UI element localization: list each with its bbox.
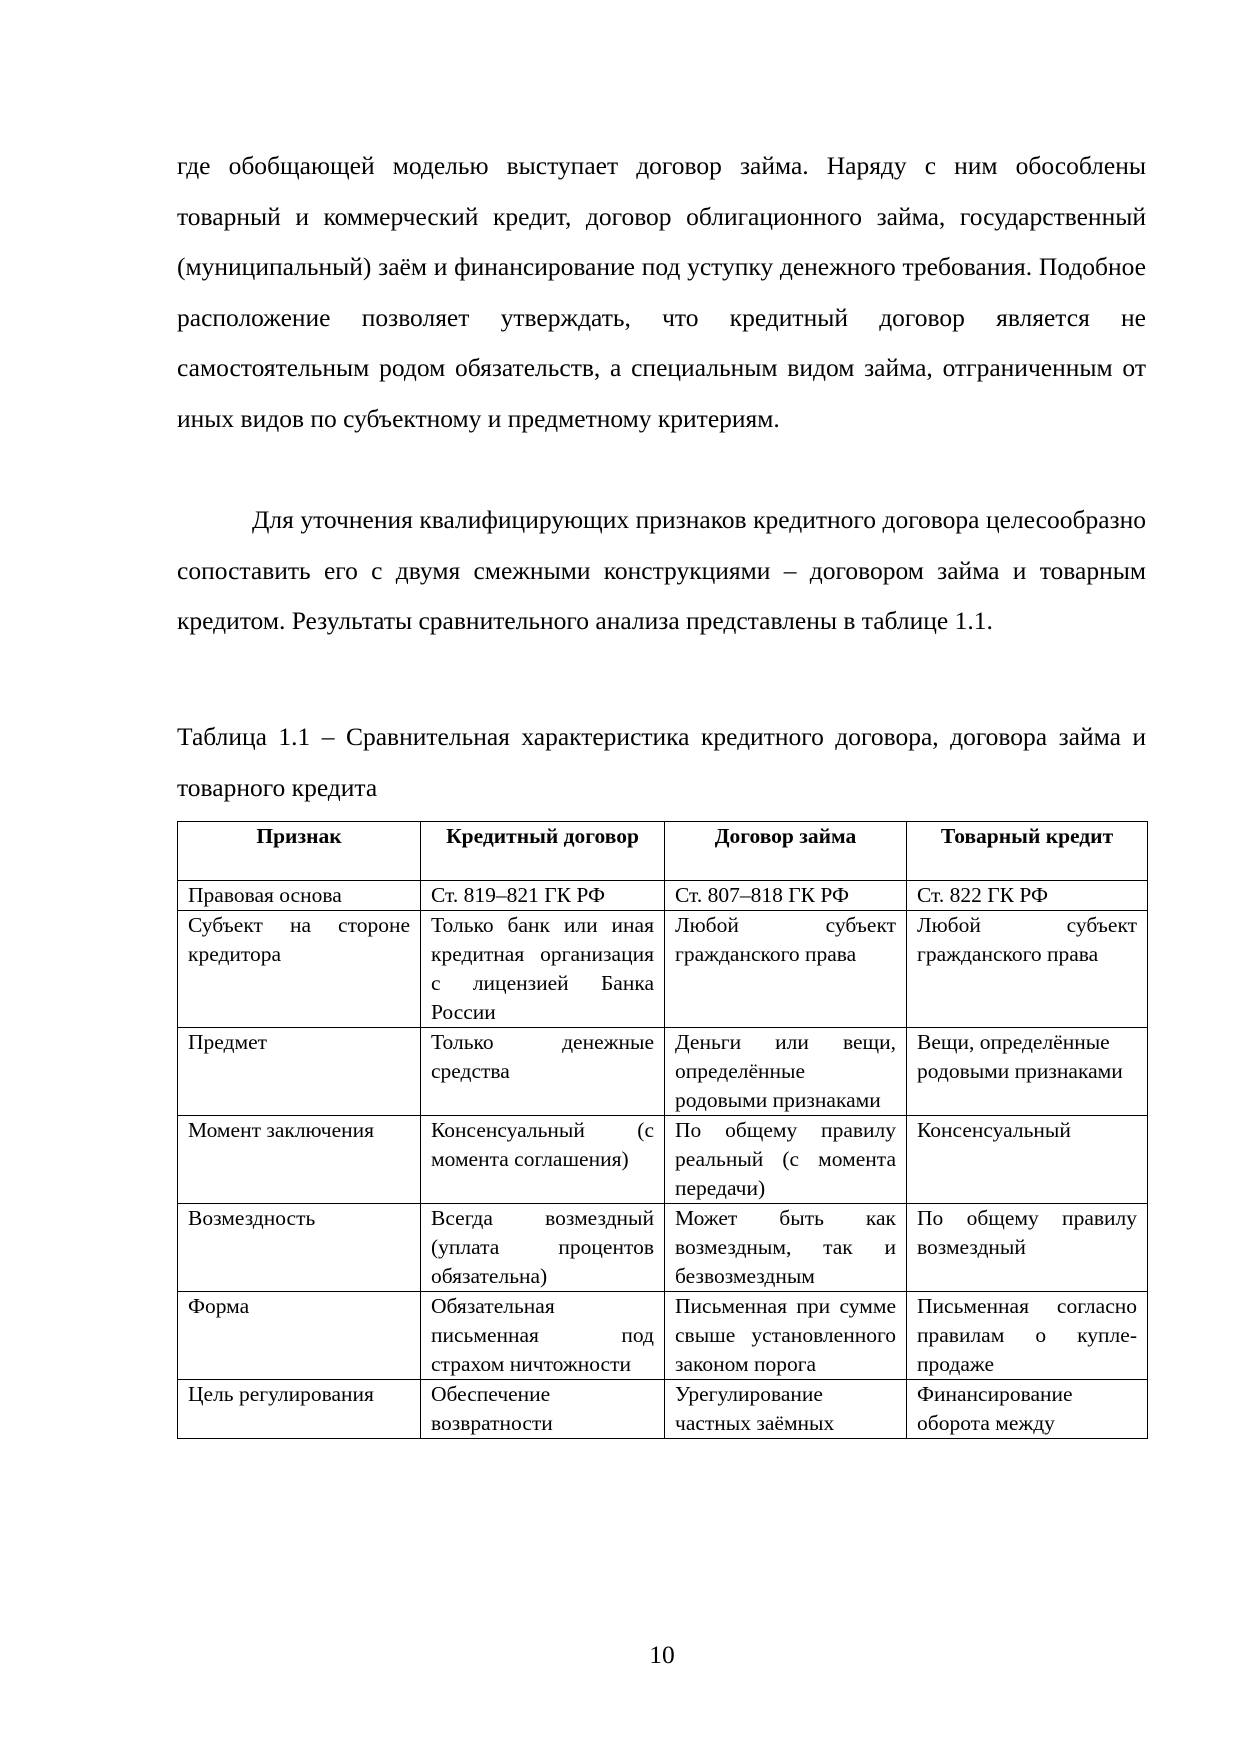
table-cell: Ст. 819–821 ГК РФ <box>421 881 665 911</box>
header-credit-agreement: Кредитный договор <box>421 822 665 881</box>
header-loan-agreement: Договор займа <box>665 822 907 881</box>
table-cell: Любой субъект гражданского права <box>665 911 907 1028</box>
table-cell: Цель регулирования <box>178 1380 421 1439</box>
table-row <box>178 1380 1148 1439</box>
table-cell: Письменная согласно правилам о купле-продаже <box>907 1292 1148 1380</box>
table-caption: Таблица 1.1 – Сравнительная характеристика кредитного договора, договора займа и товарного кредита <box>177 722 1146 802</box>
table-cell: Правовая основа <box>178 881 421 911</box>
table-cell: Субъект на стороне кредитора <box>178 911 421 1028</box>
table-cell: Форма <box>178 1292 421 1380</box>
header-commodity-credit: Товарный кредит <box>907 822 1148 881</box>
table-cell: Консенсуальный (с момента соглашения) <box>421 1116 665 1204</box>
table-cell: Момент заключения <box>178 1116 421 1204</box>
table-cell: По общему правилу реальный (с момента передачи) <box>665 1116 907 1204</box>
table-row <box>178 881 1148 911</box>
table-cell: Возмездность <box>178 1204 421 1292</box>
table-cell: Обеспечение возвратности <box>421 1380 665 1439</box>
table-cell: Ст. 822 ГК РФ <box>907 881 1148 911</box>
table-cell: Любой субъект гражданского права <box>907 911 1148 1028</box>
table-cell: Только денежные средства <box>421 1028 665 1116</box>
table-row <box>178 1204 1148 1292</box>
comparison-table <box>177 821 1148 1439</box>
table-row <box>178 1116 1148 1204</box>
table-row <box>178 1292 1148 1380</box>
table-cell: Предмет <box>178 1028 421 1116</box>
table-cell: Консенсуальный <box>907 1116 1148 1204</box>
table-row <box>178 911 1148 1028</box>
page-number: 10 <box>649 1640 675 1669</box>
table-cell: Обязательная письменная под страхом ничтожности <box>421 1292 665 1380</box>
table-header-row <box>178 822 1148 881</box>
table-cell: Урегулирование частных заёмных <box>665 1380 907 1439</box>
table-cell: Может быть как возмездным, так и безвозмездным <box>665 1204 907 1292</box>
table-row <box>178 1028 1148 1116</box>
paragraph-1: где обобщающей моделью выступает договор займа. Наряду с ним обособлены товарный и коммерческий кредит, договор облигационного займа, государственный (муниципальный) заём и финансирование под уступку денежного требования. Подобное расположение позволяет утверждать, что кредитный договор является не самостоятельным родом обязательств, а специальным видом займа, отграниченным от иных видов по субъектному и предметному критериям. <box>177 151 1146 433</box>
table-cell: Всегда возмездный (уплата процентов обязательна) <box>421 1204 665 1292</box>
table-cell: Деньги или вещи, определённые родовыми признаками <box>665 1028 907 1116</box>
table-cell: Ст. 807–818 ГК РФ <box>665 881 907 911</box>
table-cell: Вещи, определённые родовыми признаками <box>907 1028 1148 1116</box>
header-criterion: Признак <box>178 822 421 881</box>
table-cell: Финансирование оборота между <box>907 1380 1148 1439</box>
table-cell: Письменная при сумме свыше установленного законом порога <box>665 1292 907 1380</box>
paragraph-2: Для уточнения квалифицирующих признаков кредитного договора целесообразно сопоставить его с двумя смежными конструкциями – договором займа и товарным кредитом. Результаты сравнительного анализа представлены в таблице 1.1. <box>177 505 1146 635</box>
table-cell: По общему правилу возмездный <box>907 1204 1148 1292</box>
table-cell: Только банк или иная кредитная организация с лицензией Банка России <box>421 911 665 1028</box>
